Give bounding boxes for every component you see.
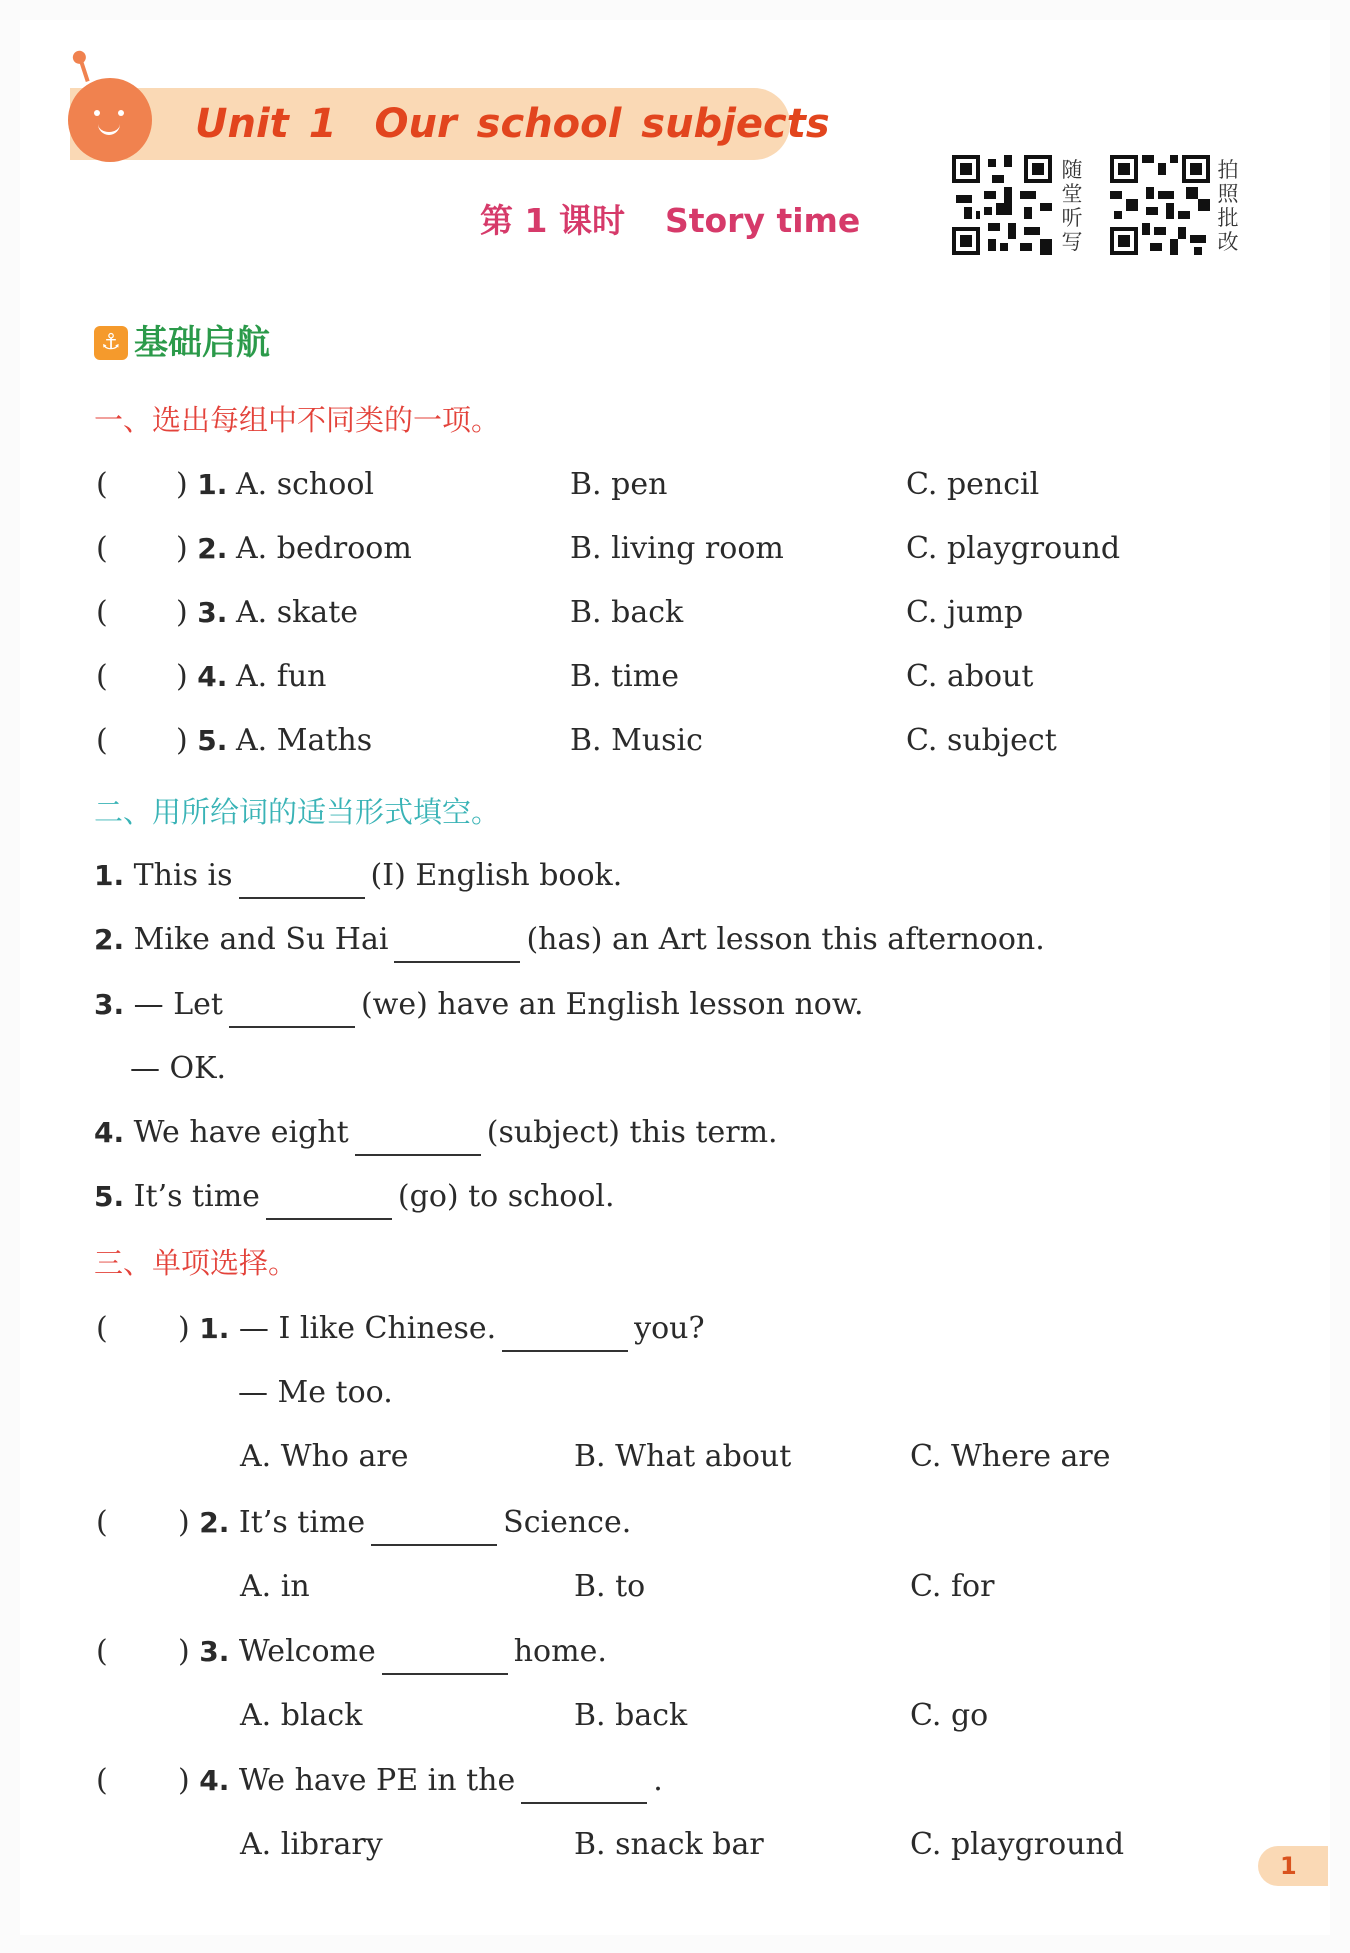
option-a: A. Maths xyxy=(236,723,373,758)
option-b: B. Music xyxy=(570,723,703,758)
fill-blank-row xyxy=(130,1046,226,1092)
answer-blank[interactable] xyxy=(355,1118,481,1156)
option-a: A. in xyxy=(240,1569,310,1604)
options-row xyxy=(0,1434,1350,1480)
answer-blank[interactable] xyxy=(521,1766,647,1804)
question-row xyxy=(0,718,1350,764)
part1-title: 一、选出每组中不同类的一项。 xyxy=(94,403,501,437)
question-text: — OK. xyxy=(130,1051,227,1086)
answer-paren-open[interactable]: ( xyxy=(96,1634,108,1669)
answer-blank[interactable] xyxy=(266,1182,392,1220)
option-c: C. for xyxy=(910,1569,995,1604)
unit-name: Our school subjects xyxy=(374,101,830,147)
options-row xyxy=(0,1693,1350,1739)
option-b: B. What about xyxy=(574,1439,792,1474)
question-num-label: 1. xyxy=(199,1312,230,1345)
anchor-icon xyxy=(94,326,128,360)
answer-paren-open[interactable]: ( xyxy=(96,1763,108,1798)
option-c: C. about xyxy=(906,659,1034,694)
question-num-label: 1. xyxy=(94,859,125,892)
answer-paren-open[interactable]: ( xyxy=(96,467,108,502)
option-c: C. playground xyxy=(906,531,1121,566)
question-num-label: 4. xyxy=(94,1116,125,1149)
question-num-label: 2. xyxy=(197,532,228,565)
unit-title xyxy=(195,94,830,154)
question-row xyxy=(0,1629,1350,1675)
question-text: We have eight xyxy=(133,1115,349,1150)
question-stem: ) 2. It’s time Science. xyxy=(178,1500,631,1546)
answer-blank[interactable] xyxy=(239,861,365,899)
question-num-label: 3. xyxy=(199,1635,230,1668)
question-text: Welcome xyxy=(238,1634,376,1669)
answer-paren-open[interactable]: ( xyxy=(96,1505,108,1540)
answer-paren-open[interactable]: ( xyxy=(96,531,108,566)
question-text: It’s time xyxy=(238,1505,366,1540)
option-a: A. Who are xyxy=(240,1439,409,1474)
fill-blank-row xyxy=(94,853,622,899)
option-a: A. school xyxy=(236,467,374,502)
question-num-label: 2. xyxy=(94,923,125,956)
question-stem: ) 4. We have PE in the . xyxy=(178,1758,663,1804)
question-number: ) 3. xyxy=(176,595,228,630)
fill-blank-row xyxy=(94,982,863,1028)
question-row xyxy=(0,654,1350,700)
question-text: This is xyxy=(133,858,233,893)
question-row xyxy=(0,526,1350,572)
answer-blank[interactable] xyxy=(371,1508,497,1546)
question-num-label: 5. xyxy=(94,1180,125,1213)
question-stem: ) 3. Welcome home. xyxy=(178,1629,607,1675)
answer-blank[interactable] xyxy=(382,1637,508,1675)
option-a: A. skate xyxy=(236,595,359,630)
question-text-end: (I) English book. xyxy=(370,858,623,893)
qr-grading-label: 拍 照 批 改 xyxy=(1217,158,1239,254)
qr-code-icon[interactable] xyxy=(1110,155,1210,255)
option-b: B. to xyxy=(574,1569,646,1604)
question-row xyxy=(0,1758,1350,1804)
question-row xyxy=(0,590,1350,636)
part2-title: 二、用所给词的适当形式填空。 xyxy=(94,795,501,829)
question-row xyxy=(0,1306,1350,1352)
question-text-end: you? xyxy=(634,1311,705,1346)
page-number: 1 xyxy=(1258,1846,1328,1886)
question-number: ) 2. xyxy=(176,531,228,566)
option-c: C. pencil xyxy=(906,467,1040,502)
option-b: B. living room xyxy=(570,531,784,566)
question-num-label: 3. xyxy=(94,988,125,1021)
question-num-label: 4. xyxy=(199,1764,230,1797)
answer-paren-open[interactable]: ( xyxy=(96,1311,108,1346)
answer-paren-open[interactable]: ( xyxy=(96,723,108,758)
answer-blank[interactable] xyxy=(502,1314,628,1352)
options-row xyxy=(0,1822,1350,1868)
question-row xyxy=(0,462,1350,508)
question-text-end: . xyxy=(653,1763,663,1798)
dialog-reply: — Me too. xyxy=(238,1375,393,1410)
option-a: A. black xyxy=(240,1698,363,1733)
question-num-label: 3. xyxy=(197,596,228,629)
question-num-label: 5. xyxy=(197,724,228,757)
question-text-end: (subject) this term. xyxy=(486,1115,778,1150)
option-b: B. back xyxy=(574,1698,688,1733)
question-text-end: (go) to school. xyxy=(397,1179,615,1214)
option-a: A. bedroom xyxy=(236,531,412,566)
question-text-end: (we) have an English lesson now. xyxy=(360,987,864,1022)
option-b: B. time xyxy=(570,659,679,694)
question-num-label: 1. xyxy=(197,468,228,501)
question-stem: ) 1. — I like Chinese. you? xyxy=(178,1306,705,1352)
option-a: A. fun xyxy=(236,659,327,694)
qr-code-icon[interactable] xyxy=(952,155,1052,255)
question-text-end: Science. xyxy=(503,1505,632,1540)
question-text: We have PE in the xyxy=(238,1763,516,1798)
question-text: — I like Chinese. xyxy=(238,1311,497,1346)
option-c: C. go xyxy=(910,1698,989,1733)
option-c: C. subject xyxy=(906,723,1057,758)
fill-blank-row xyxy=(94,917,1045,963)
question-text: It’s time xyxy=(133,1179,260,1214)
lesson-subtitle xyxy=(480,196,860,246)
question-number: ) 4. xyxy=(176,659,228,694)
section-title: 基础启航 xyxy=(134,323,270,363)
options-row xyxy=(0,1564,1350,1610)
question-num-label: 4. xyxy=(197,660,228,693)
answer-paren-open[interactable]: ( xyxy=(96,659,108,694)
option-c: C. jump xyxy=(906,595,1024,630)
question-text-end: home. xyxy=(513,1634,607,1669)
option-b: B. snack bar xyxy=(574,1827,764,1862)
fill-blank-row xyxy=(94,1110,778,1156)
question-text-end: (has) an Art lesson this afternoon. xyxy=(526,922,1045,957)
question-text: Mike and Su Hai xyxy=(133,922,389,957)
question-text: — Let xyxy=(133,987,223,1022)
option-c: C. Where are xyxy=(910,1439,1111,1474)
mascot-icon xyxy=(68,78,152,162)
lesson-period: 第 1 课时 xyxy=(480,201,625,240)
answer-blank[interactable] xyxy=(394,925,520,963)
lesson-name: Story time xyxy=(664,201,861,240)
answer-blank[interactable] xyxy=(229,990,355,1028)
option-a: A. library xyxy=(240,1827,383,1862)
option-b: B. back xyxy=(570,595,684,630)
fill-blank-row xyxy=(94,1174,615,1220)
part3-title: 三、单项选择。 xyxy=(94,1246,298,1280)
question-num-label: 2. xyxy=(199,1506,230,1539)
answer-paren-open[interactable]: ( xyxy=(96,595,108,630)
question-row xyxy=(0,1500,1350,1546)
option-b: B. pen xyxy=(570,467,668,502)
option-c: C. playground xyxy=(910,1827,1125,1862)
question-number: ) 5. xyxy=(176,723,228,758)
qr-dictation-label: 随 堂 听 写 xyxy=(1061,158,1083,254)
question-number: ) 1. xyxy=(176,467,228,502)
unit-label: Unit 1 xyxy=(195,101,337,147)
